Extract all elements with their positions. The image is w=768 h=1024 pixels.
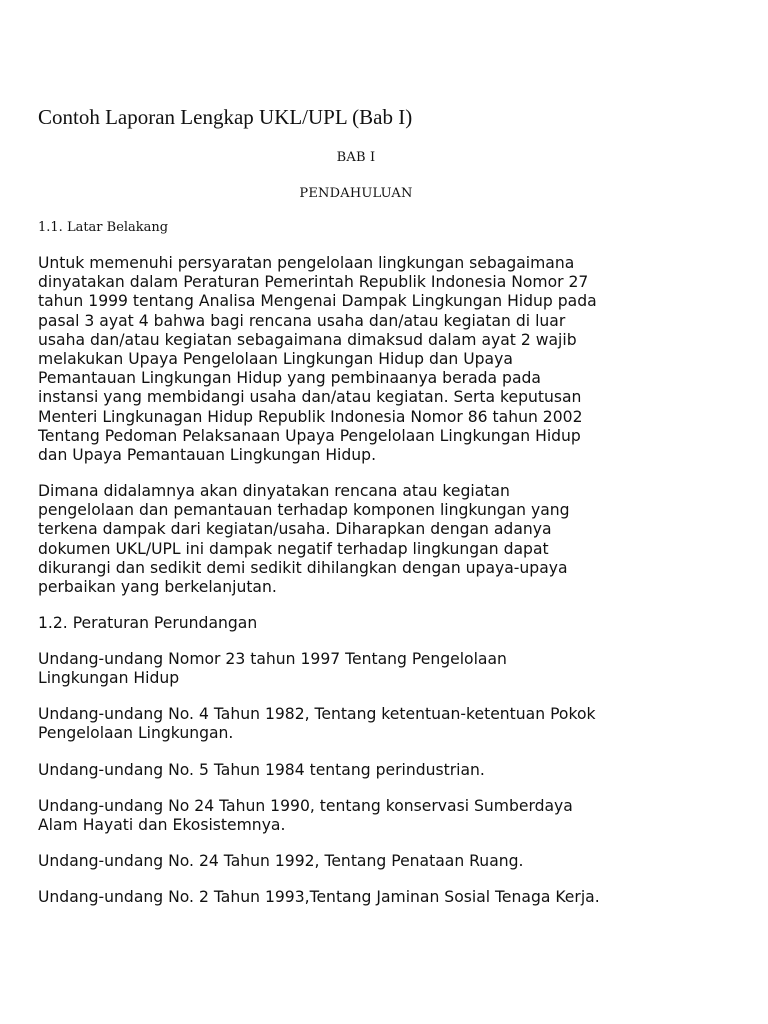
law-line: Alam Hayati dan Ekosistemnya. bbox=[38, 816, 286, 835]
paragraph-line: dikurangi dan sedikit demi sedikit dihilangkan dengan upaya-upaya bbox=[38, 558, 568, 577]
paragraph-ukl-upl bbox=[38, 482, 738, 597]
chapter-title: PENDAHULUAN bbox=[299, 186, 413, 201]
paragraph-line: dokumen UKL/UPL ini dampak negatif terhadap lingkungan dapat bbox=[38, 539, 549, 558]
law-line: Lingkungan Hidup bbox=[38, 669, 180, 688]
section-heading-text: 1.2. Peraturan Perundangan bbox=[38, 614, 258, 632]
paragraph-line: pengelolaan dan pemantauan terhadap komponen lingkungan yang bbox=[38, 501, 570, 520]
paragraph-line: Dimana didalamnya akan dinyatakan rencana atau kegiatan bbox=[38, 482, 510, 500]
paragraph-latar-belakang bbox=[38, 254, 738, 465]
law-line: Undang-undang Nomor 23 tahun 1997 Tentang Pengelolaan bbox=[38, 650, 507, 668]
law-line: Undang-undang No 24 Tahun 1990, tentang konservasi Sumberdaya bbox=[38, 797, 573, 815]
law-item bbox=[38, 705, 738, 743]
law-item bbox=[38, 650, 738, 688]
paragraph-line: dan Upaya Pemantauan Lingkungan Hidup. bbox=[38, 446, 377, 465]
paragraph-line: perbaikan yang berkelanjutan. bbox=[38, 578, 277, 597]
section-heading-peraturan bbox=[38, 614, 738, 633]
paragraph-line: Tentang Pedoman Pelaksanaan Upaya Pengelolaan Lingkungan Hidup bbox=[38, 426, 581, 445]
paragraph-line: pasal 3 ayat 4 bahwa bagi rencana usaha dan/atau kegiatan di luar bbox=[38, 311, 566, 330]
law-item bbox=[38, 797, 738, 835]
chapter-number: BAB I bbox=[336, 150, 376, 165]
paragraph-line: instansi yang membidangi usaha dan/atau kegiatan. Serta keputusan bbox=[38, 388, 582, 407]
paragraph-line: dinyatakan dalam Peraturan Pemerintah Republik Indonesia Nomor 27 bbox=[38, 273, 589, 292]
law-line: Undang-undang No. 5 Tahun 1984 tentang perindustrian. bbox=[38, 761, 485, 779]
law-item bbox=[38, 888, 738, 907]
law-item bbox=[38, 761, 738, 780]
paragraph-line: Pemantauan Lingkungan Hidup yang pembinaanya berada pada bbox=[38, 369, 541, 388]
paragraph-line: usaha dan/atau kegiatan sebagaimana dimaksud dalam ayat 2 wajib bbox=[38, 330, 577, 349]
law-line: Undang-undang No. 24 Tahun 1992, Tentang Penataan Ruang. bbox=[38, 852, 524, 870]
law-line: Undang-undang No. 4 Tahun 1982, Tentang ketentuan-ketentuan Pokok bbox=[38, 705, 596, 723]
document-title: Contoh Laporan Lengkap UKL/UPL (Bab I) bbox=[38, 105, 413, 129]
law-line: Undang-undang No. 2 Tahun 1993,Tentang Jaminan Sosial Tenaga Kerja. bbox=[38, 888, 600, 906]
paragraph-line: Menteri Lingkunagan Hidup Republik Indonesia Nomor 86 tahun 2002 bbox=[38, 407, 583, 426]
section-heading-latar-belakang: 1.1. Latar Belakang bbox=[38, 220, 169, 235]
paragraph-line: tahun 1999 tentang Analisa Mengenai Dampak Lingkungan Hidup pada bbox=[38, 292, 597, 311]
paragraph-line: Untuk memenuhi persyaratan pengelolaan lingkungan sebagaimana bbox=[38, 254, 575, 272]
law-line: Pengelolaan Lingkungan. bbox=[38, 724, 234, 743]
paragraph-line: melakukan Upaya Pengelolaan Lingkungan Hidup dan Upaya bbox=[38, 350, 513, 369]
paragraph-line: terkena dampak dari kegiatan/usaha. Diharapkan dengan adanya bbox=[38, 520, 552, 539]
law-item bbox=[38, 852, 738, 871]
